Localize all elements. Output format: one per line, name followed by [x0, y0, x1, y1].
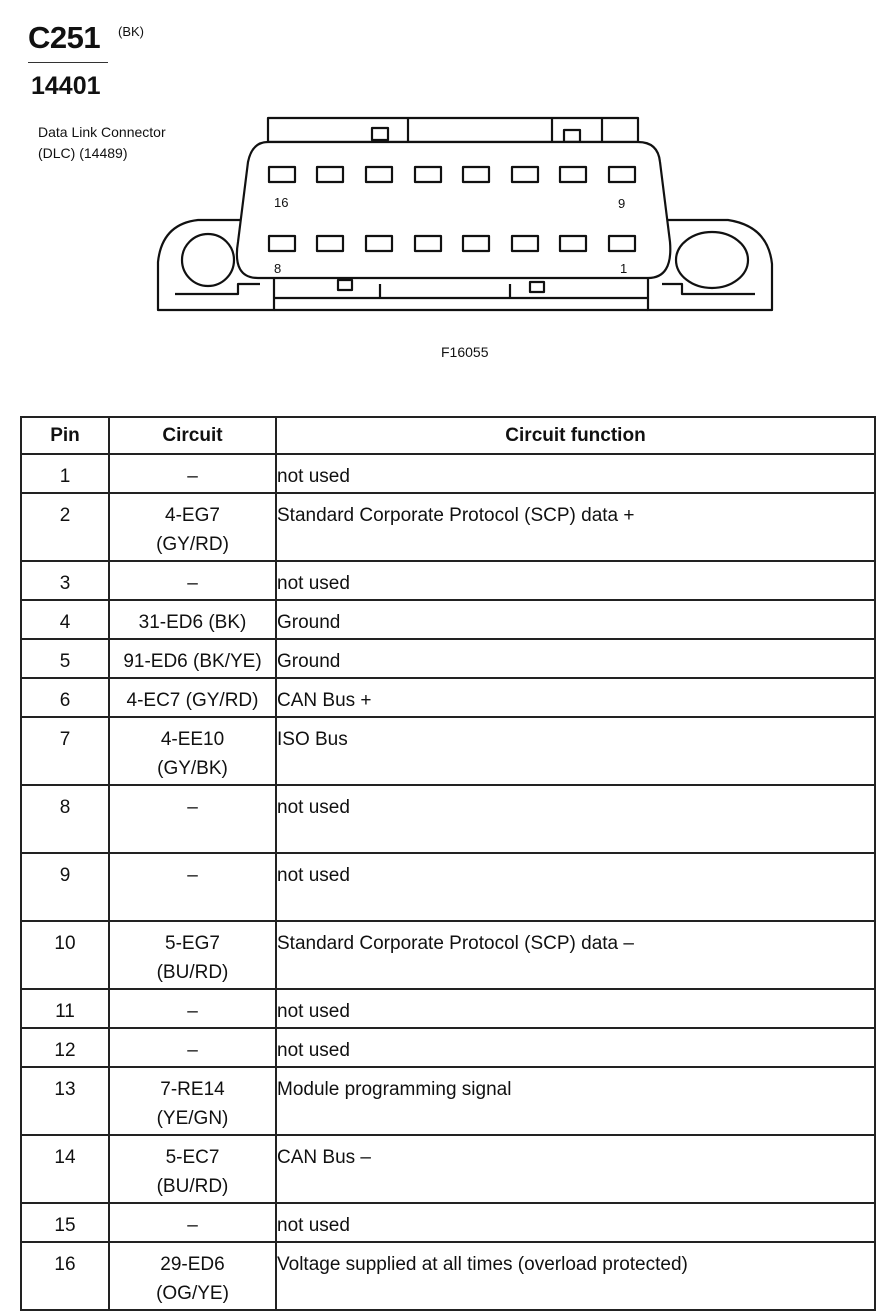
description-line-1: Data Link Connector [38, 124, 166, 140]
pin-number-cell: 11 [21, 989, 109, 1028]
circuit-cell: – [109, 561, 276, 600]
circuit-cell: – [109, 989, 276, 1028]
table-row [21, 600, 875, 639]
pin-number-cell: 1 [21, 454, 109, 493]
pin-number-cell: 4 [21, 600, 109, 639]
circuit-function-cell: Ground [276, 600, 875, 639]
table-row [21, 454, 875, 493]
table-row [21, 1028, 875, 1067]
pin-number-cell: 5 [21, 639, 109, 678]
pin-label-1: 1 [620, 261, 628, 276]
pin-number-cell: 2 [21, 493, 109, 561]
connector-id: C251 [28, 20, 101, 55]
table-row [21, 1135, 875, 1203]
table-row [21, 785, 875, 853]
title-divider [28, 62, 108, 63]
circuit-function-cell: Standard Corporate Protocol (SCP) data – [276, 921, 875, 989]
pin-number-cell: 14 [21, 1135, 109, 1203]
circuit-function-cell: Module programming signal [276, 1067, 875, 1135]
circuit-cell: – [109, 853, 276, 921]
description-line-2: (DLC) (14489) [38, 145, 128, 161]
table-row [21, 989, 875, 1028]
circuit-function-cell: not used [276, 1028, 875, 1067]
circuit-function-cell: not used [276, 853, 875, 921]
table-row [21, 493, 875, 561]
circuit-cell: – [109, 454, 276, 493]
pin-label-8: 8 [274, 261, 282, 276]
table-header-row [21, 417, 875, 454]
circuit-cell: – [109, 1203, 276, 1242]
pin-number-cell: 13 [21, 1067, 109, 1135]
column-header-function: Circuit function [276, 417, 875, 454]
circuit-function-cell: not used [276, 785, 875, 853]
circuit-function-cell: Standard Corporate Protocol (SCP) data + [276, 493, 875, 561]
circuit-cell: 7-RE14 (YE/GN) [109, 1067, 276, 1135]
figure-number: F16055 [441, 344, 489, 360]
column-header-circuit: Circuit [109, 417, 276, 454]
table-row [21, 639, 875, 678]
pin-label-16: 16 [274, 195, 289, 210]
connector-color: (BK) [118, 24, 144, 39]
pin-number-cell: 15 [21, 1203, 109, 1242]
circuit-cell: 4-EE10 (GY/BK) [109, 717, 276, 785]
pin-number-cell: 10 [21, 921, 109, 989]
circuit-cell: 31-ED6 (BK) [109, 600, 276, 639]
table-row [21, 561, 875, 600]
table-row [21, 1067, 875, 1135]
pin-number-cell: 9 [21, 853, 109, 921]
pin-number-cell: 3 [21, 561, 109, 600]
pin-number-cell: 16 [21, 1242, 109, 1310]
circuit-function-cell: Voltage supplied at all times (overload protected) [276, 1242, 875, 1310]
table-row [21, 921, 875, 989]
connector-description [38, 122, 166, 164]
part-number: 14401 [31, 72, 101, 100]
circuit-cell: 91-ED6 (BK/YE) [109, 639, 276, 678]
circuit-cell: 29-ED6 (OG/YE) [109, 1242, 276, 1310]
circuit-function-cell: not used [276, 1203, 875, 1242]
pin-number-cell: 7 [21, 717, 109, 785]
circuit-function-cell: CAN Bus – [276, 1135, 875, 1203]
circuit-function-cell: ISO Bus [276, 717, 875, 785]
pin-number-cell: 8 [21, 785, 109, 853]
table-row [21, 717, 875, 785]
pin-table-body [21, 454, 875, 1310]
table-row [21, 853, 875, 921]
circuit-function-cell: not used [276, 561, 875, 600]
dlc-connector-diagram [150, 112, 780, 322]
circuit-cell: 4-EC7 (GY/RD) [109, 678, 276, 717]
circuit-function-cell: CAN Bus + [276, 678, 875, 717]
pin-label-9: 9 [618, 196, 626, 211]
circuit-cell: 5-EC7 (BU/RD) [109, 1135, 276, 1203]
pin-table [20, 416, 876, 1311]
pin-number-cell: 12 [21, 1028, 109, 1067]
table-row [21, 1242, 875, 1310]
circuit-function-cell: not used [276, 454, 875, 493]
column-header-pin: Pin [21, 417, 109, 454]
circuit-cell: – [109, 1028, 276, 1067]
circuit-function-cell: Ground [276, 639, 875, 678]
circuit-cell: – [109, 785, 276, 853]
pin-number-cell: 6 [21, 678, 109, 717]
circuit-cell: 4-EG7 (GY/RD) [109, 493, 276, 561]
table-row [21, 678, 875, 717]
table-row [21, 1203, 875, 1242]
circuit-function-cell: not used [276, 989, 875, 1028]
circuit-cell: 5-EG7 (BU/RD) [109, 921, 276, 989]
